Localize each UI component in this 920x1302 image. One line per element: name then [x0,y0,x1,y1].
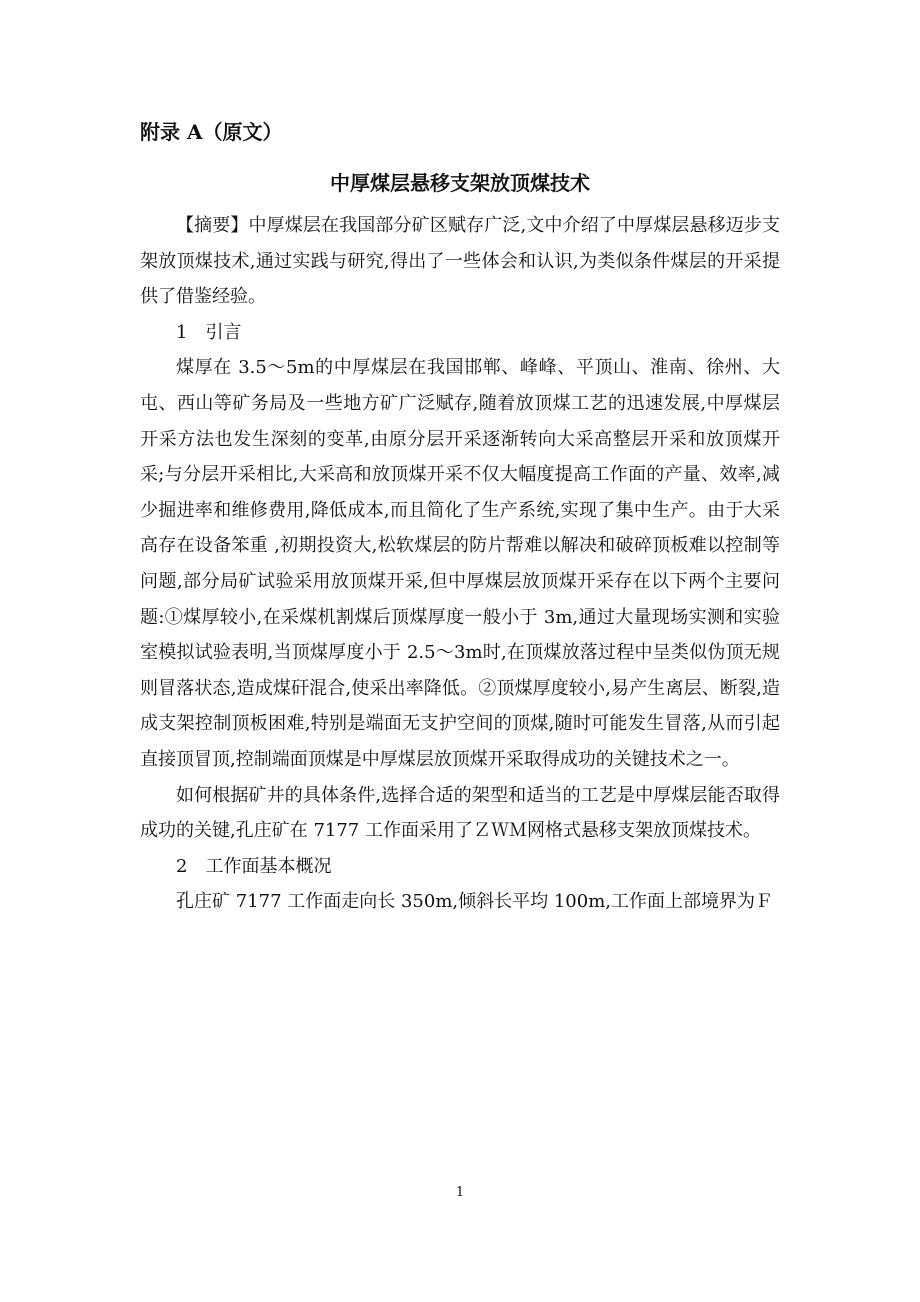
document-body [140,208,780,920]
abstract-paragraph: 【摘要】中厚煤层在我国部分矿区赋存广泛,文中介绍了中厚煤层悬移迈步支架放顶煤技术,通过实践与研究,得出了一些体会和认识,为类似条件煤层的开采提供了借鉴经验。 [140,215,780,308]
section-heading-intro: 1 引言 [176,321,242,343]
appendix-label: 附录 A（原文） [140,120,283,144]
section-heading-overview: 2 工作面基本概况 [176,855,332,877]
body-paragraph: 煤厚在 3.5～5m的中厚煤层在我国邯郸、峰峰、平顶山、淮南、徐州、大屯、西山等矿务局及一些地方矿广泛赋存,随着放顶煤工艺的迅速发展,中厚煤层开采方法也发生深刻的变革,由原分层开采逐渐转向大采高整层开采和放顶煤开采;与分层开采相比,大采高和放顶煤开采不仅大幅度提高工作面的产量、效率,减少掘进率和维修费用,降低成本,而且简化了生产系统,实现了集中生产。由于大采高存在设备笨重 ,初期投资大,松软煤层的防片帮难以解决和破碎顶板难以控制等问题,部分局矿试验采用放顶煤开采,但中厚煤层放顶煤开采存在以下两个主要问题:①煤厚较小,在采煤机割煤后顶煤厚度一般小于 3m,通过大量现场实测和实验室模拟试验表明,当顶煤厚度小于 2.5～3m时,在顶煤放落过程中呈类似伪顶无规则冒落状态,造成煤矸混合,使采出率降低。②顶煤厚度较小,易产生离层、断裂,造成支架控制顶板困难,特别是端面无支护空间的顶煤,随时可能发生冒落,从而引起直接顶冒顶,控制端面顶煤是中厚煤层放顶煤开采取得成功的关键技术之一。 [140,357,780,770]
page-number: 1 [455,1185,465,1200]
document-title: 中厚煤层悬移支架放顶煤技术 [330,171,590,195]
body-paragraph: 如何根据矿井的具体条件,选择合适的架型和适当的工艺是中厚煤层能否取得成功的关键,孔庄矿在 7177 工作面采用了ＺＷＭ网格式悬移支架放顶煤技术。 [140,784,780,842]
body-paragraph: 孔庄矿 7177 工作面走向长 350m,倾斜长平均 100m,工作面上部境界为Ｆ [176,891,773,913]
